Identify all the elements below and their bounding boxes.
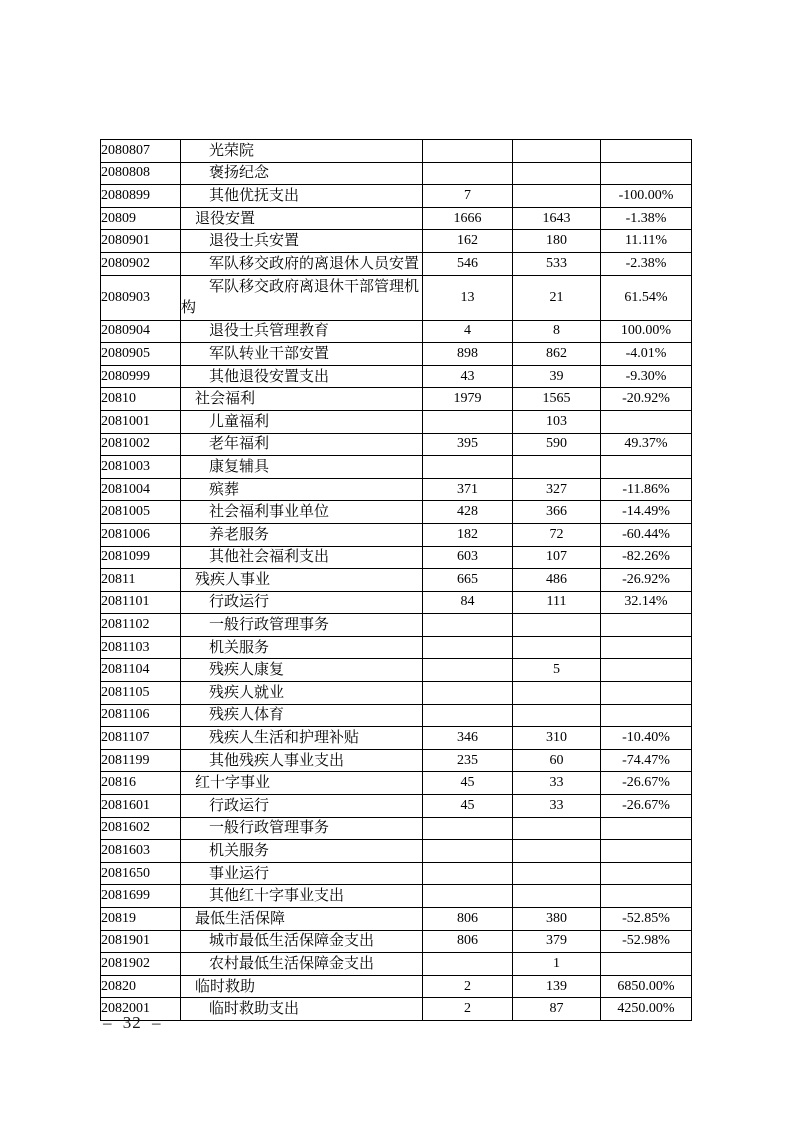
name-cell xyxy=(181,230,423,253)
table-row xyxy=(101,998,692,1021)
code-cell: 2081006 xyxy=(101,523,181,546)
category-name: 社会福利 xyxy=(195,391,256,408)
category-name: 军队移交政府离退休干部管理机 xyxy=(209,278,420,295)
name-cell xyxy=(181,523,423,546)
category-name: 其他优抚支出 xyxy=(209,187,300,204)
budget-value-cell: 1979 xyxy=(423,388,513,411)
actual-value-cell: 107 xyxy=(513,546,601,569)
actual-value-cell: 533 xyxy=(513,252,601,275)
category-name: 残疾人事业 xyxy=(195,571,271,588)
category-name: 残疾人生活和护理补贴 xyxy=(209,730,360,747)
actual-value-cell xyxy=(513,456,601,479)
name-cell xyxy=(181,727,423,750)
table-row xyxy=(101,795,692,818)
change-percent-cell xyxy=(601,410,692,433)
budget-value-cell xyxy=(423,140,513,163)
change-percent-cell: -100.00% xyxy=(601,185,692,208)
change-percent-cell: -82.26% xyxy=(601,546,692,569)
actual-value-cell: 111 xyxy=(513,591,601,614)
budget-value-cell: 806 xyxy=(423,930,513,953)
code-cell: 2080901 xyxy=(101,230,181,253)
category-name: 一般行政管理事务 xyxy=(209,820,330,837)
code-cell: 20810 xyxy=(101,388,181,411)
code-cell: 2080899 xyxy=(101,185,181,208)
table-row xyxy=(101,478,692,501)
table-row xyxy=(101,682,692,705)
budget-value-cell xyxy=(423,659,513,682)
category-name: 城市最低生活保障金支出 xyxy=(209,933,375,950)
category-name: 红十字事业 xyxy=(195,775,271,792)
category-name: 殡葬 xyxy=(209,481,240,498)
budget-value-cell xyxy=(423,885,513,908)
actual-value-cell: 862 xyxy=(513,343,601,366)
change-percent-cell: -60.44% xyxy=(601,523,692,546)
budget-value-cell xyxy=(423,636,513,659)
budget-value-cell xyxy=(423,410,513,433)
name-cell xyxy=(181,456,423,479)
code-cell: 2081005 xyxy=(101,501,181,524)
category-name: 其他社会福利支出 xyxy=(209,549,330,566)
budget-value-cell xyxy=(423,817,513,840)
budget-table-body xyxy=(101,140,692,1021)
change-percent-cell: -74.47% xyxy=(601,749,692,772)
change-percent-cell: -26.67% xyxy=(601,772,692,795)
table-row xyxy=(101,840,692,863)
name-cell xyxy=(181,546,423,569)
budget-value-cell: 45 xyxy=(423,795,513,818)
actual-value-cell xyxy=(513,885,601,908)
actual-value-cell: 379 xyxy=(513,930,601,953)
code-cell: 2081001 xyxy=(101,410,181,433)
budget-value-cell: 45 xyxy=(423,772,513,795)
code-cell: 2081102 xyxy=(101,614,181,637)
actual-value-cell: 72 xyxy=(513,523,601,546)
change-percent-cell xyxy=(601,636,692,659)
change-percent-cell: -10.40% xyxy=(601,727,692,750)
name-cell xyxy=(181,772,423,795)
name-cell xyxy=(181,885,423,908)
actual-value-cell: 1 xyxy=(513,953,601,976)
table-row xyxy=(101,953,692,976)
table-row xyxy=(101,275,692,320)
change-percent-cell: -1.38% xyxy=(601,207,692,230)
category-name: 事业运行 xyxy=(209,865,270,882)
budget-value-cell: 428 xyxy=(423,501,513,524)
name-cell xyxy=(181,682,423,705)
budget-value-cell xyxy=(423,953,513,976)
actual-value-cell: 1565 xyxy=(513,388,601,411)
budget-value-cell: 665 xyxy=(423,569,513,592)
budget-value-cell: 84 xyxy=(423,591,513,614)
budget-value-cell xyxy=(423,456,513,479)
table-row xyxy=(101,908,692,931)
budget-value-cell: 371 xyxy=(423,478,513,501)
name-cell xyxy=(181,162,423,185)
table-row xyxy=(101,162,692,185)
name-cell xyxy=(181,388,423,411)
table-row xyxy=(101,185,692,208)
budget-value-cell: 346 xyxy=(423,727,513,750)
code-cell: 20809 xyxy=(101,207,181,230)
code-cell: 2081901 xyxy=(101,930,181,953)
change-percent-cell: -4.01% xyxy=(601,343,692,366)
table-row xyxy=(101,410,692,433)
table-row xyxy=(101,704,692,727)
change-percent-cell: 6850.00% xyxy=(601,975,692,998)
name-cell xyxy=(181,591,423,614)
code-cell: 2081104 xyxy=(101,659,181,682)
code-cell: 2081199 xyxy=(101,749,181,772)
change-percent-cell xyxy=(601,862,692,885)
change-percent-cell: 11.11% xyxy=(601,230,692,253)
table-row xyxy=(101,749,692,772)
change-percent-cell xyxy=(601,885,692,908)
change-percent-cell xyxy=(601,682,692,705)
code-cell: 2081105 xyxy=(101,682,181,705)
category-name: 退役安置 xyxy=(195,210,256,227)
category-name: 儿童福利 xyxy=(209,413,270,430)
budget-value-cell: 2 xyxy=(423,975,513,998)
budget-value-cell: 182 xyxy=(423,523,513,546)
actual-value-cell xyxy=(513,682,601,705)
budget-value-cell: 7 xyxy=(423,185,513,208)
name-cell xyxy=(181,207,423,230)
code-cell: 2081650 xyxy=(101,862,181,885)
code-cell: 2082001 xyxy=(101,998,181,1021)
budget-value-cell: 235 xyxy=(423,749,513,772)
change-percent-cell xyxy=(601,140,692,163)
actual-value-cell xyxy=(513,140,601,163)
category-name: 光荣院 xyxy=(209,142,255,159)
name-cell xyxy=(181,908,423,931)
change-percent-cell: -9.30% xyxy=(601,365,692,388)
code-cell: 2081902 xyxy=(101,953,181,976)
category-name: 退役士兵管理教育 xyxy=(209,323,330,340)
category-name: 社会福利事业单位 xyxy=(209,504,330,521)
table-row xyxy=(101,862,692,885)
budget-table xyxy=(100,139,692,1021)
code-cell: 2081103 xyxy=(101,636,181,659)
category-name: 最低生活保障 xyxy=(195,910,286,927)
code-cell: 2081107 xyxy=(101,727,181,750)
actual-value-cell: 139 xyxy=(513,975,601,998)
budget-value-cell: 13 xyxy=(423,275,513,320)
change-percent-cell: 4250.00% xyxy=(601,998,692,1021)
budget-value-cell: 162 xyxy=(423,230,513,253)
budget-value-cell xyxy=(423,840,513,863)
table-row xyxy=(101,365,692,388)
actual-value-cell: 33 xyxy=(513,795,601,818)
code-cell: 2081602 xyxy=(101,817,181,840)
change-percent-cell: 61.54% xyxy=(601,275,692,320)
actual-value-cell: 327 xyxy=(513,478,601,501)
name-cell xyxy=(181,930,423,953)
category-name: 养老服务 xyxy=(209,526,270,543)
actual-value-cell: 87 xyxy=(513,998,601,1021)
table-row xyxy=(101,636,692,659)
name-cell xyxy=(181,840,423,863)
actual-value-cell: 21 xyxy=(513,275,601,320)
actual-value-cell xyxy=(513,162,601,185)
code-cell: 20819 xyxy=(101,908,181,931)
table-row xyxy=(101,501,692,524)
name-cell xyxy=(181,998,423,1021)
table-row xyxy=(101,546,692,569)
budget-value-cell xyxy=(423,704,513,727)
actual-value-cell: 103 xyxy=(513,410,601,433)
change-percent-cell: 100.00% xyxy=(601,320,692,343)
table-row xyxy=(101,343,692,366)
category-name: 行政运行 xyxy=(209,594,270,611)
actual-value-cell: 380 xyxy=(513,908,601,931)
code-cell: 2081601 xyxy=(101,795,181,818)
actual-value-cell xyxy=(513,185,601,208)
code-cell: 20820 xyxy=(101,975,181,998)
code-cell: 20816 xyxy=(101,772,181,795)
actual-value-cell: 1643 xyxy=(513,207,601,230)
change-percent-cell: -20.92% xyxy=(601,388,692,411)
name-cell xyxy=(181,478,423,501)
change-percent-cell: -26.92% xyxy=(601,569,692,592)
actual-value-cell: 39 xyxy=(513,365,601,388)
name-cell xyxy=(181,365,423,388)
actual-value-cell: 180 xyxy=(513,230,601,253)
budget-value-cell xyxy=(423,162,513,185)
category-name: 褒扬纪念 xyxy=(209,165,270,182)
category-name: 其他残疾人事业支出 xyxy=(209,752,345,769)
category-name: 残疾人体育 xyxy=(209,707,285,724)
budget-value-cell: 546 xyxy=(423,252,513,275)
name-cell xyxy=(181,817,423,840)
code-cell: 2081099 xyxy=(101,546,181,569)
actual-value-cell xyxy=(513,840,601,863)
table-row xyxy=(101,975,692,998)
change-percent-cell xyxy=(601,704,692,727)
category-name: 康复辅具 xyxy=(209,458,270,475)
table-row xyxy=(101,207,692,230)
name-cell xyxy=(181,252,423,275)
code-cell: 2081106 xyxy=(101,704,181,727)
name-cell xyxy=(181,410,423,433)
name-cell xyxy=(181,749,423,772)
category-name: 残疾人就业 xyxy=(209,684,285,701)
change-percent-cell: -14.49% xyxy=(601,501,692,524)
change-percent-cell: 32.14% xyxy=(601,591,692,614)
table-row xyxy=(101,569,692,592)
table-row xyxy=(101,727,692,750)
code-cell: 2081101 xyxy=(101,591,181,614)
budget-value-cell xyxy=(423,862,513,885)
table-row xyxy=(101,772,692,795)
actual-value-cell: 590 xyxy=(513,433,601,456)
table-row xyxy=(101,885,692,908)
table-row xyxy=(101,523,692,546)
actual-value-cell: 8 xyxy=(513,320,601,343)
code-cell: 20811 xyxy=(101,569,181,592)
budget-value-cell: 43 xyxy=(423,365,513,388)
name-cell xyxy=(181,433,423,456)
change-percent-cell: -11.86% xyxy=(601,478,692,501)
change-percent-cell: -52.85% xyxy=(601,908,692,931)
change-percent-cell: -52.98% xyxy=(601,930,692,953)
name-cell xyxy=(181,614,423,637)
code-cell: 2080904 xyxy=(101,320,181,343)
name-cell xyxy=(181,140,423,163)
table-row xyxy=(101,252,692,275)
change-percent-cell xyxy=(601,953,692,976)
actual-value-cell: 60 xyxy=(513,749,601,772)
category-name: 军队移交政府的离退休人员安置 xyxy=(209,255,420,272)
name-cell xyxy=(181,659,423,682)
name-cell xyxy=(181,275,423,320)
budget-value-cell: 898 xyxy=(423,343,513,366)
category-name: 军队转业干部安置 xyxy=(209,345,330,362)
code-cell: 2081004 xyxy=(101,478,181,501)
budget-value-cell: 395 xyxy=(423,433,513,456)
table-row xyxy=(101,140,692,163)
table-row xyxy=(101,659,692,682)
name-cell xyxy=(181,320,423,343)
name-cell xyxy=(181,185,423,208)
category-name: 其他退役安置支出 xyxy=(209,368,330,385)
actual-value-cell: 310 xyxy=(513,727,601,750)
actual-value-cell: 5 xyxy=(513,659,601,682)
name-cell xyxy=(181,569,423,592)
name-cell xyxy=(181,636,423,659)
category-name: 残疾人康复 xyxy=(209,662,285,679)
category-name: 一般行政管理事务 xyxy=(209,617,330,634)
change-percent-cell xyxy=(601,614,692,637)
code-cell: 2080808 xyxy=(101,162,181,185)
category-name: 退役士兵安置 xyxy=(209,233,300,250)
budget-value-cell: 603 xyxy=(423,546,513,569)
budget-value-cell: 1666 xyxy=(423,207,513,230)
category-name: 机关服务 xyxy=(209,639,270,656)
change-percent-cell: -26.67% xyxy=(601,795,692,818)
name-cell xyxy=(181,343,423,366)
table-row xyxy=(101,320,692,343)
code-cell: 2080807 xyxy=(101,140,181,163)
name-cell xyxy=(181,953,423,976)
code-cell: 2080903 xyxy=(101,275,181,320)
change-percent-cell xyxy=(601,162,692,185)
code-cell: 2081003 xyxy=(101,456,181,479)
name-cell xyxy=(181,975,423,998)
budget-value-cell: 806 xyxy=(423,908,513,931)
change-percent-cell xyxy=(601,817,692,840)
actual-value-cell xyxy=(513,817,601,840)
change-percent-cell: -2.38% xyxy=(601,252,692,275)
name-cell xyxy=(181,704,423,727)
category-name: 农村最低生活保障金支出 xyxy=(209,955,375,972)
table-row xyxy=(101,591,692,614)
budget-value-cell: 4 xyxy=(423,320,513,343)
actual-value-cell: 366 xyxy=(513,501,601,524)
budget-value-cell xyxy=(423,682,513,705)
category-name-wrap: 构 xyxy=(181,299,197,316)
table-row xyxy=(101,456,692,479)
table-row xyxy=(101,614,692,637)
actual-value-cell xyxy=(513,614,601,637)
name-cell xyxy=(181,862,423,885)
change-percent-cell xyxy=(601,659,692,682)
category-name: 老年福利 xyxy=(209,436,270,453)
change-percent-cell xyxy=(601,456,692,479)
category-name: 其他红十字事业支出 xyxy=(209,888,345,905)
category-name: 机关服务 xyxy=(209,843,270,860)
code-cell: 2080905 xyxy=(101,343,181,366)
table-row xyxy=(101,230,692,253)
budget-value-cell: 2 xyxy=(423,998,513,1021)
category-name: 临时救助支出 xyxy=(209,1001,300,1018)
code-cell: 2081002 xyxy=(101,433,181,456)
category-name: 临时救助 xyxy=(195,978,256,995)
code-cell: 2080999 xyxy=(101,365,181,388)
actual-value-cell: 33 xyxy=(513,772,601,795)
actual-value-cell xyxy=(513,636,601,659)
code-cell: 2081699 xyxy=(101,885,181,908)
code-cell: 2081603 xyxy=(101,840,181,863)
code-cell: 2080902 xyxy=(101,252,181,275)
actual-value-cell xyxy=(513,704,601,727)
page-number: – 32 – xyxy=(103,1013,162,1032)
category-name: 行政运行 xyxy=(209,797,270,814)
name-cell xyxy=(181,795,423,818)
table-row xyxy=(101,817,692,840)
table-row xyxy=(101,433,692,456)
change-percent-cell xyxy=(601,840,692,863)
table-row xyxy=(101,388,692,411)
budget-value-cell xyxy=(423,614,513,637)
actual-value-cell xyxy=(513,862,601,885)
name-cell xyxy=(181,501,423,524)
actual-value-cell: 486 xyxy=(513,569,601,592)
change-percent-cell: 49.37% xyxy=(601,433,692,456)
table-row xyxy=(101,930,692,953)
